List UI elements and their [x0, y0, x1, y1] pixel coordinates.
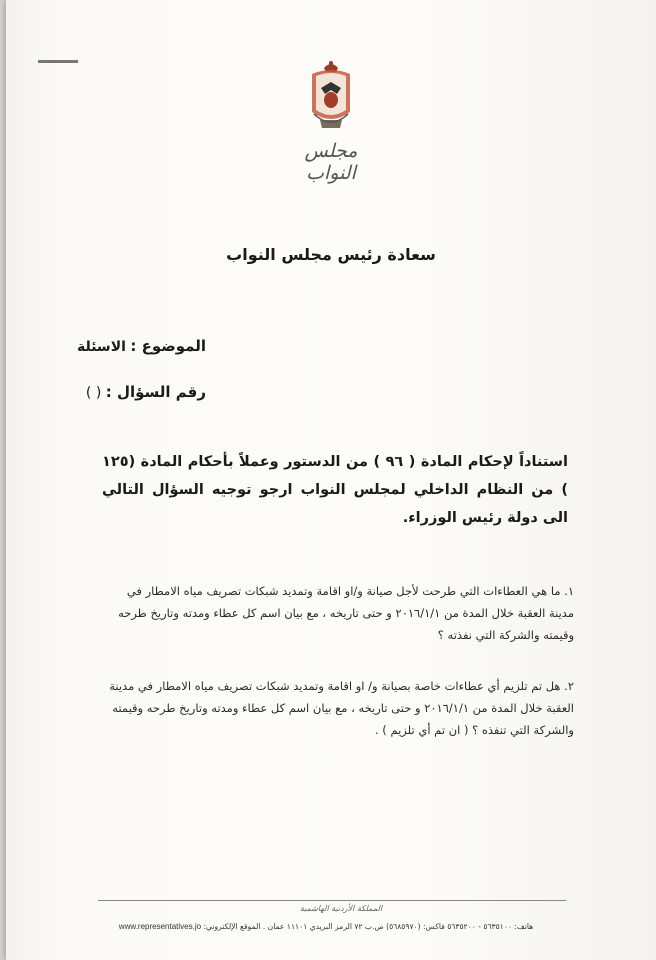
subject-label: الموضوع : — [130, 337, 206, 355]
question-number-value: ( ) — [85, 385, 102, 401]
parliament-logo-text: مجلس النواب — [304, 140, 358, 184]
question-item: ١. ما هي العطاءات التي طرحت لأجل صيانة و/او اقامة وتمديد شبكات تصريف مياه الامطار في مدينة العقبة خلال المدة من ٢٠١٦/١/١ و حتى تاريخه ، مع بيان اسم كل عطاء ومدته وتاريخ طرحه وقيمته والشركة التي نفذته ؟ — [118, 584, 574, 642]
corner-mark — [38, 60, 78, 63]
footer-contact-text: هاتف: ٥٦٣٥١٠٠ - ٥٦٣٥٢٠٠ فاكس: (٥٦٨٥٩٧٠) ص.ب ٧٢ الرمز البريدي ١١١٠١ عمان . الموقع الإلكتروني: — [203, 922, 534, 931]
subject-value: الاسئلة — [77, 339, 126, 355]
salutation: سعادة رئيس مجلس النواب — [226, 245, 436, 264]
footer-website: www.representatives.jo — [118, 922, 202, 931]
question-number-line — [6, 383, 206, 401]
intro-paragraph: استناداً لإحكام المادة ( ٩٦ ) من الدستور وعملاً بأحكام المادة (١٢٥ ) من النظام الداخلي لمجلس النواب ارجو توجيه السؤال التالي الى دولة رئيس الوزراء. — [102, 454, 568, 526]
footer-contact — [76, 922, 576, 931]
footer-divider — [98, 900, 566, 901]
royal-crown-emblem-icon — [306, 60, 356, 132]
footer-logo-text: المملكة الأردنية الهاشمية — [299, 904, 383, 913]
question-item: ٢. هل تم تلزيم أي عطاءات خاصة بصيانة و/ او اقامة وتمديد شبكات تصريف مياه الامطار في مدينة العقبة خلال المدة من ٢٠١٦/١/١ و حتى تاريخه ، مع بيان اسم كل عطاء ومدته وتاريخ طرحه وقيمته والشركة التي تنفذه ؟ ( ان تم أي تلزيم ) . — [109, 679, 574, 737]
letter-page — [6, 0, 656, 960]
subject-line — [6, 337, 206, 355]
question-number-label: رقم السؤال : — [105, 383, 206, 401]
